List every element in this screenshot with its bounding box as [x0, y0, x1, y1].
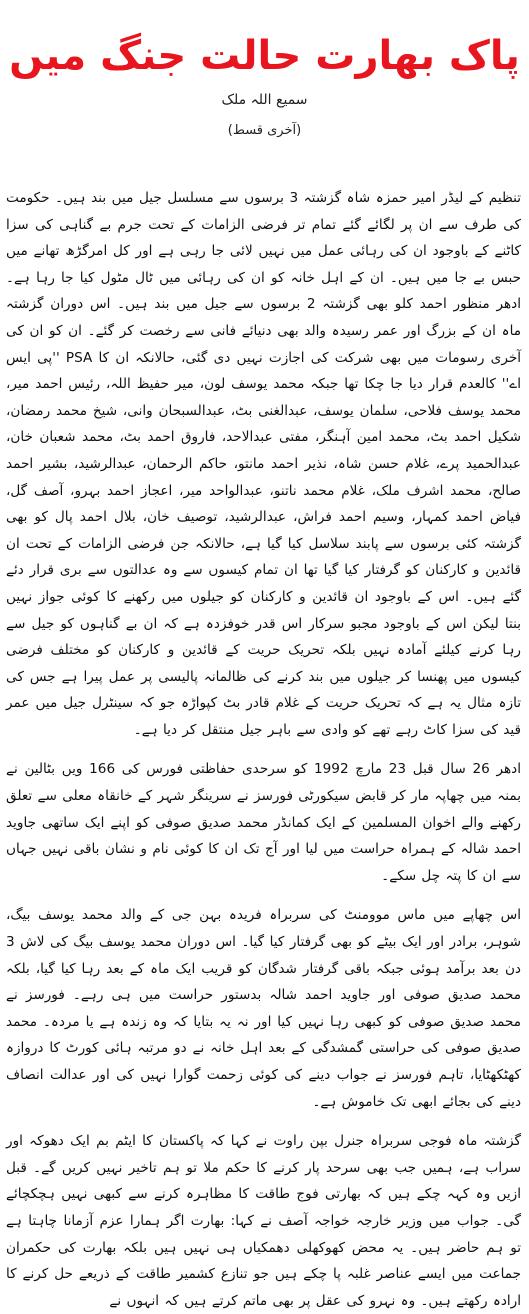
author-name: سمیع اللہ ملک [221, 92, 308, 108]
paragraph-2: ادھر 26 سال قبل 23 مارچ 1992 کو سرحدی حفاظتی فورس کی 166 ویں بٹالین نے بمنہ میں چھاپہ مار کر قابض سیکورٹی فورسز نے سرینگر شہر کے خانقاہ معلی سے تعلق رکھنے والے اخوان المسلمین کے ایک کمانڈر محمد صدیق صوفی کو اپنے ایک ساتھی جاوید احمد شالہ کے ہمراہ حراست میں لیا اور آج تک ان کا کوئی نام و نشان باقی نہیں جہاں سے ان کا پتہ چل سکے۔ [6, 761, 521, 884]
episode-label: (آخری قسط) [227, 123, 302, 138]
article-title: پاک بھارت حالت جنگ میں [9, 33, 520, 79]
paragraph-3: اس چھاپے میں ماس موومنٹ کی سربراہ فریدہ بہن جی کے والد محمد یوسف بیگ، شوہر، برادر اور ایک بیٹے کو بھی گرفتار کیا گیا۔ اس دوران محمد یوسف بیگ کی لاش 3 دن بعد برآمد ہوئی جبکہ باقی گرفتار شدگان کو قریب ایک ماہ کے بعد رہا کیا گیا، بلکہ محمد صدیق صوفی اور جاوید احمد شالہ بدستور حراست میں ہی رہے۔ فورسز نے محمد صدیق صوفی کو کبھی رہا نہیں کیا اور نہ یہ بتایا کہ وہ زندہ ہے یا مردہ۔ محمد صدیق صوفی کی حراستی گمشدگی کے بعد اہل خانہ نے دو مرتبہ ہائی کورٹ کا دروازہ کھٹکھٹایا، تاہم فورسز نے جواب دینے کی کوئی زحمت گوارا نہیں کی اور عدالت انصاف دینے کی بجائے ابھی تک خاموش ہے۔ [6, 907, 521, 1110]
article-body [6, 185, 522, 1309]
paragraph-1: تنظیم کے لیڈر امیر حمزہ شاہ گزشتہ 3 برسوں سے مسلسل جیل میں بند ہیں۔ حکومت کی طرف سے ان پر لگائے گئے تمام تر فرضی الزامات کے تحت جرم بے گناہی کی سزا کاٹنے کے باوجود ان کی رہائی عمل میں نہیں لائی جا رہی ہے اور کل امرگڑھ تھانے میں حبس بے جا میں ہیں۔ ان کے اہل خانہ کو ان کی رہائی میں ٹال مٹول کیا جا رہا ہے۔ ادھر منظور احمد کلو بھی گزشتہ 2 برسوں سے جیل میں بند ہیں۔ اس دوران گزشتہ ماہ ان کے بزرگ اور عمر رسیدہ والد بھی دنیائے فانی سے رخصت کر گئے۔ ان کو ان کی آخری رسومات میں بھی شرکت کی اجازت نہیں دی گئی، حالانکہ ان کا PSA ''پی ایس اے'' کالعدم قرار دیا جا چکا تھا جبکہ محمد یوسف لون، میر حفیظ اللہ، رئیس احمد میر، محمد یوسف فلاحی، سلمان یوسف، عبدالغنی بٹ، عبدالسبحان وانی، شیخ محمد رمضان، شکیل احمد بٹ، محمد امین آہنگر، مفتی عبدالاحد، فاروق احمد بٹ، محمد شعبان خان، عبدالحمید پرے، غلام حسن شاہ، نذیر احمد مانتو، حاکم الرحمان، عبدالرشید، بشیر احمد صالح، محمد اشرف ملک، غلام محمد ناتنو، عبدالواحد میر، اعجاز احمد بہرو، آصف گل، فیاض احمد کمہار، وسیم احمد فراش، عبدالرشید، توصیف خان، بلال احمد پال کو بھی گزشتہ کئی برسوں سے پابند سلاسل کیا گیا ہے، حالانکہ جن فرضی الزامات کے تحت ان قائدین و کارکنان کو گرفتار کیا گیا تھا ان تمام کیسوں سے وہ عدالتوں سے بری قرار دئے گئے ہیں۔ اس کے باوجود ان قائدین و کارکنان کو جیلوں میں رکھنے کا کوئی جواز نہیں بنتا لیکن اس کے باوجود مجبو سرکار اس قدر خوفزدہ ہے کہ ان بے گناہوں کو جیل سے رہا کرنے کیلئے آمادہ نہیں بلکہ تحریک حریت کے قائدین و کارکنان کو مختلف فرضی کیسوں میں پھنسا کر جیلوں میں بند کرنے کی ظالمانہ پالیسی پر عمل پیرا ہے جس کی تازہ مثال یہ ہے کہ تحریک حریت کے غلام قادر بٹ کپواڑہ جو کہ سینٹرل جیل میں عمر قید کی سزا کاٹ رہے تھے کو وادی سے باہر جیل منتقل کر دیا ہے۔ [6, 190, 522, 738]
paragraph-4: گزشتہ ماہ فوجی سربراہ جنرل بپن راوت نے کہا کہ پاکستان کا ایٹم بم ایک دھوکہ اور سراب ہے، ہمیں جب بھی سرحد پار کرنے کا حکم ملا تو ہم تاخیر نہیں کریں گے۔ قبل ازیں وہ کہہ چکے ہیں کہ بھارتی فوج طاقت کا مظاہرہ کرنے سے کبھی نہیں ہچکچائے گی۔ جواب میں وزیر خارجہ خواجہ آصف نے کہا: بھارت اگر ہمارا عزم آزمانا چاہتا ہے تو ہم حاضر ہیں۔ یہ محض کھوکھلی دھمکیاں ہی نہیں ہیں بلکہ بھارت کی حکمران جماعت میں ایسے عناصر غلبہ پا چکے ہیں جو تنازع کشمیر طاقت کے ذریعے حل کرنے کا ارادہ رکھتے ہیں۔ وہ نہرو کی عقل پر بھی ماتم کرتے ہیں کہ انہوں نے [6, 1133, 521, 1309]
